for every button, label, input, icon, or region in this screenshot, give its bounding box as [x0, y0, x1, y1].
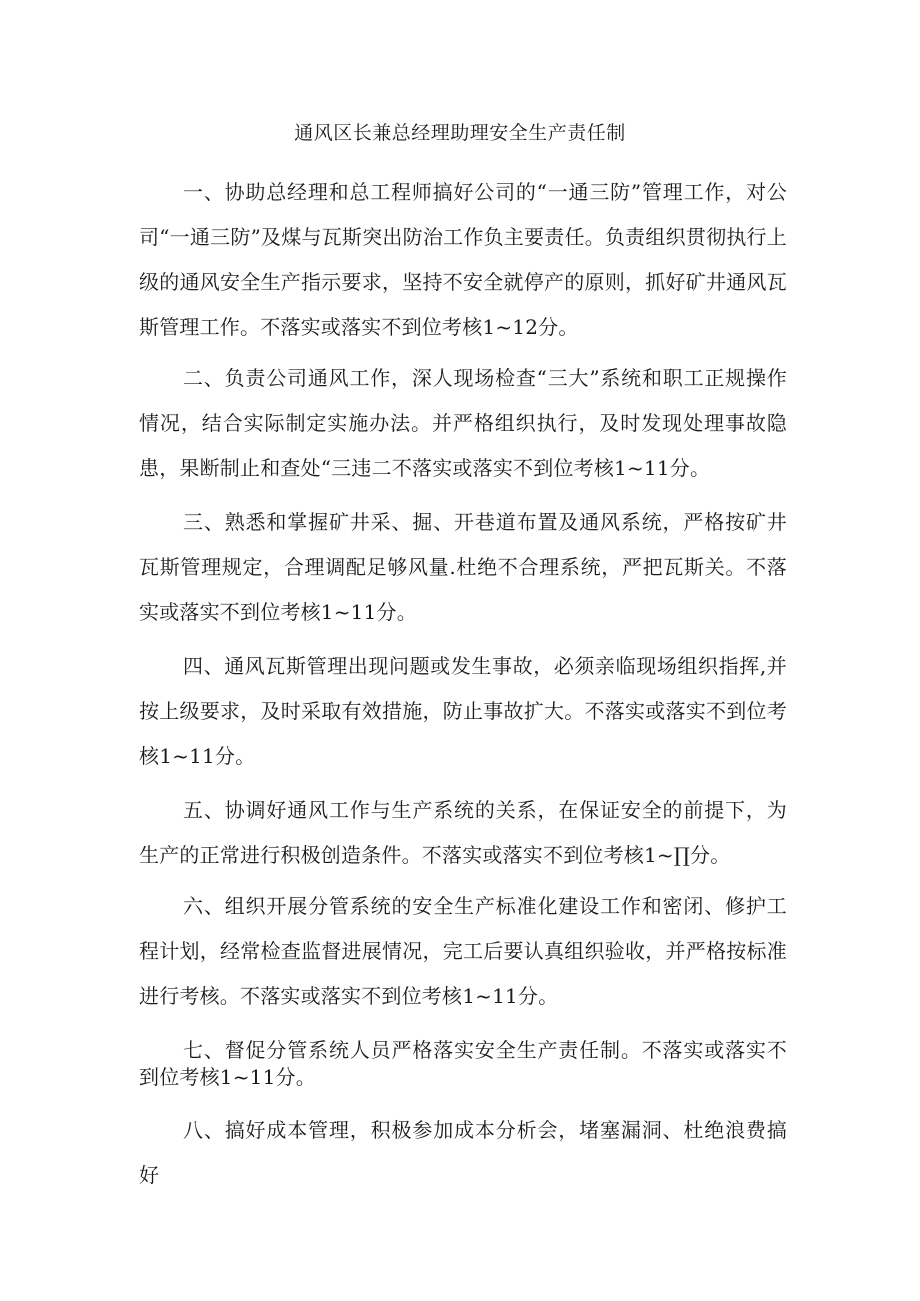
document-title: 通风区长兼总经理助理安全生产责任制	[294, 122, 626, 144]
paragraph-5: 五、协调好通风工作与生产系统的关系，在保证安全的前提下，为生产的正常进行积极创造条件。不落实或落实不到位考核1~∏分。	[139, 798, 787, 867]
paragraph-6: 六、组织开展分管系统的安全生产标准化建设工作和密闭、修护工程计划，经常检查监督进展情况，完工后要认真组织验收，并严格按标准进行考核。不落实或落实不到位考核1~11分。	[139, 894, 787, 1008]
paragraph-1: 一、协助总经理和总工程师搞好公司的“一通三防”管理工作，对公司“一通三防”及煤与瓦斯突出防治工作负主要责任。负责组织贯彻执行上级的通风安全生产指示要求，坚持不安全就停产的原则，抓好矿井通风瓦斯管理工作。不落实或落实不到位考核1~12分。	[139, 180, 787, 339]
paragraph-2: 二、负责公司通风工作，深人现场检查“三大”系统和职工正规操作情况，结合实际制定实施办法。并严格组织执行，及时发现处理事故隐患，果断制止和查处“三违二不落实或落实不到位考核1~11分。	[139, 366, 787, 480]
paragraph-4: 四、通风瓦斯管理出现问题或发生事故，必须亲临现场组织指挥,并按上级要求，及时采取有效措施，防止事故扩大。不落实或落实不到位考核1~11分。	[139, 654, 787, 768]
paragraph-7: 七、督促分管系统人员严格落实安全生产责任制。不落实或落实不到位考核1~11分。	[139, 1038, 787, 1089]
paragraph-3: 三、熟悉和掌握矿井采、掘、开巷道布置及通风系统，严格按矿井瓦斯管理规定，合理调配足够风量.杜绝不合理系统，严把瓦斯关。不落实或落实不到位考核1~11分。	[139, 510, 787, 624]
paragraph-8: 八、搞好成本管理，积极参加成本分析会，堵塞漏洞、杜绝浪费搞好	[139, 1118, 787, 1187]
